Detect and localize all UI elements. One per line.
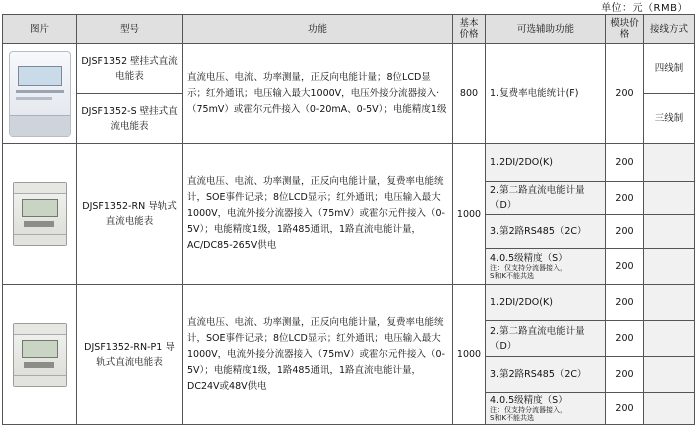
- option-label: 1.2DI/2DO(K): [486, 285, 606, 321]
- wiring-empty: [644, 393, 695, 425]
- function-desc: 直流电压、电流、功率测量，正反向电能计量，复费率电能统计，SOE事件记录；8位LCD显示；红外通讯；电压输入最大1000V，电流外接分流器接入（75mV）或霍尔元件接入（0-5V）；电能精度1级，1路485通讯，1路直流电能计量，AC/DC85-265V供电: [183, 144, 453, 285]
- option-label: 2.第二路直流电能计量（D）: [486, 182, 606, 215]
- model-name: DJSF1352-RN-P1 导轨式直流电能表: [77, 285, 183, 425]
- base-price: 800: [453, 44, 486, 144]
- din-meter-image: [13, 182, 67, 246]
- module-price: 200: [606, 44, 644, 144]
- base-price: 1000: [453, 285, 486, 425]
- module-price: 200: [606, 321, 644, 357]
- option-cell: [486, 249, 606, 285]
- module-price: 200: [606, 144, 644, 182]
- option-cell: [486, 393, 606, 425]
- header-model: 型号: [77, 15, 183, 44]
- wiring-empty: [644, 182, 695, 215]
- option-note: 注：仅支持分流器接入，: [490, 264, 567, 272]
- function-desc: 直流电压、电流、功率测量，正反向电能计量，复费率电能统计，SOE事件记录；8位LCD显示；红外通讯；电压输入最大1000V，电流外接分流器接入（75mV）或霍尔元件接入（0-5V）；电能精度1级，1路485通讯，1路直流电能计量，DC24V或48V供电: [183, 285, 453, 425]
- unit-label: 单位：元（RMB）: [601, 3, 688, 14]
- table-row: [3, 44, 695, 94]
- model-name: DJSF1352-RN 导轨式直流电能表: [77, 144, 183, 285]
- option-label: 3.第2路RS485（2C）: [486, 215, 606, 249]
- option-note: 注：仅支持分流器接入，: [490, 406, 567, 414]
- product-image-cell: [3, 144, 77, 285]
- module-price: 200: [606, 357, 644, 393]
- wiring-empty: [644, 249, 695, 285]
- module-price: 200: [606, 393, 644, 425]
- wiring-empty: [644, 357, 695, 393]
- wiring-type: 三线制: [644, 94, 695, 144]
- option-label: 3.第2路RS485（2C）: [486, 357, 606, 393]
- option-note: S和K不能共选: [490, 272, 535, 280]
- base-price: 1000: [453, 144, 486, 285]
- header-image: 图片: [3, 15, 77, 44]
- option-label: 1.2DI/2DO(K): [486, 144, 606, 182]
- header-function: 功能: [183, 15, 453, 44]
- model-name: DJSF1352 壁挂式直流电能表: [77, 44, 183, 94]
- table-row: [3, 144, 695, 182]
- product-image-cell: [3, 285, 77, 425]
- option-label: 2.第二路直流电能计量（D）: [486, 321, 606, 357]
- wiring-empty: [644, 321, 695, 357]
- option-note: S和K不能共选: [490, 414, 535, 422]
- option-label: 1.复费率电能统计(F): [486, 44, 606, 144]
- header-base-price: 基本价格: [453, 15, 486, 44]
- module-price: 200: [606, 285, 644, 321]
- module-price: 200: [606, 249, 644, 285]
- wiring-empty: [644, 215, 695, 249]
- product-image-cell: [3, 44, 77, 144]
- module-price: 200: [606, 215, 644, 249]
- wiring-empty: [644, 144, 695, 182]
- wiring-empty: [644, 285, 695, 321]
- din-meter-image: [13, 323, 67, 387]
- header-wiring: 接线方式: [644, 15, 695, 44]
- model-name: DJSF1352-S 壁挂式直流电能表: [77, 94, 183, 144]
- header-row: [3, 15, 695, 44]
- table-row: [3, 285, 695, 321]
- header-module-price: 模块价格: [606, 15, 644, 44]
- wiring-type: 四线制: [644, 44, 695, 94]
- module-price: 200: [606, 182, 644, 215]
- function-desc: 直流电压、电流、功率测量，正反向电能计量；8位LCD显示；红外通讯；电压输入最大1000V，电压外接分流器接入·（75mV）或霍尔元件接入（0-20mA、0-5V）；电能精度1级: [183, 44, 453, 144]
- option-label: 4.0.5级精度（S）: [490, 395, 568, 406]
- option-label: 4.0.5级精度（S）: [490, 253, 568, 264]
- wall-meter-image: [9, 51, 71, 137]
- header-options: 可选辅助功能: [486, 15, 606, 44]
- price-table: [2, 14, 695, 425]
